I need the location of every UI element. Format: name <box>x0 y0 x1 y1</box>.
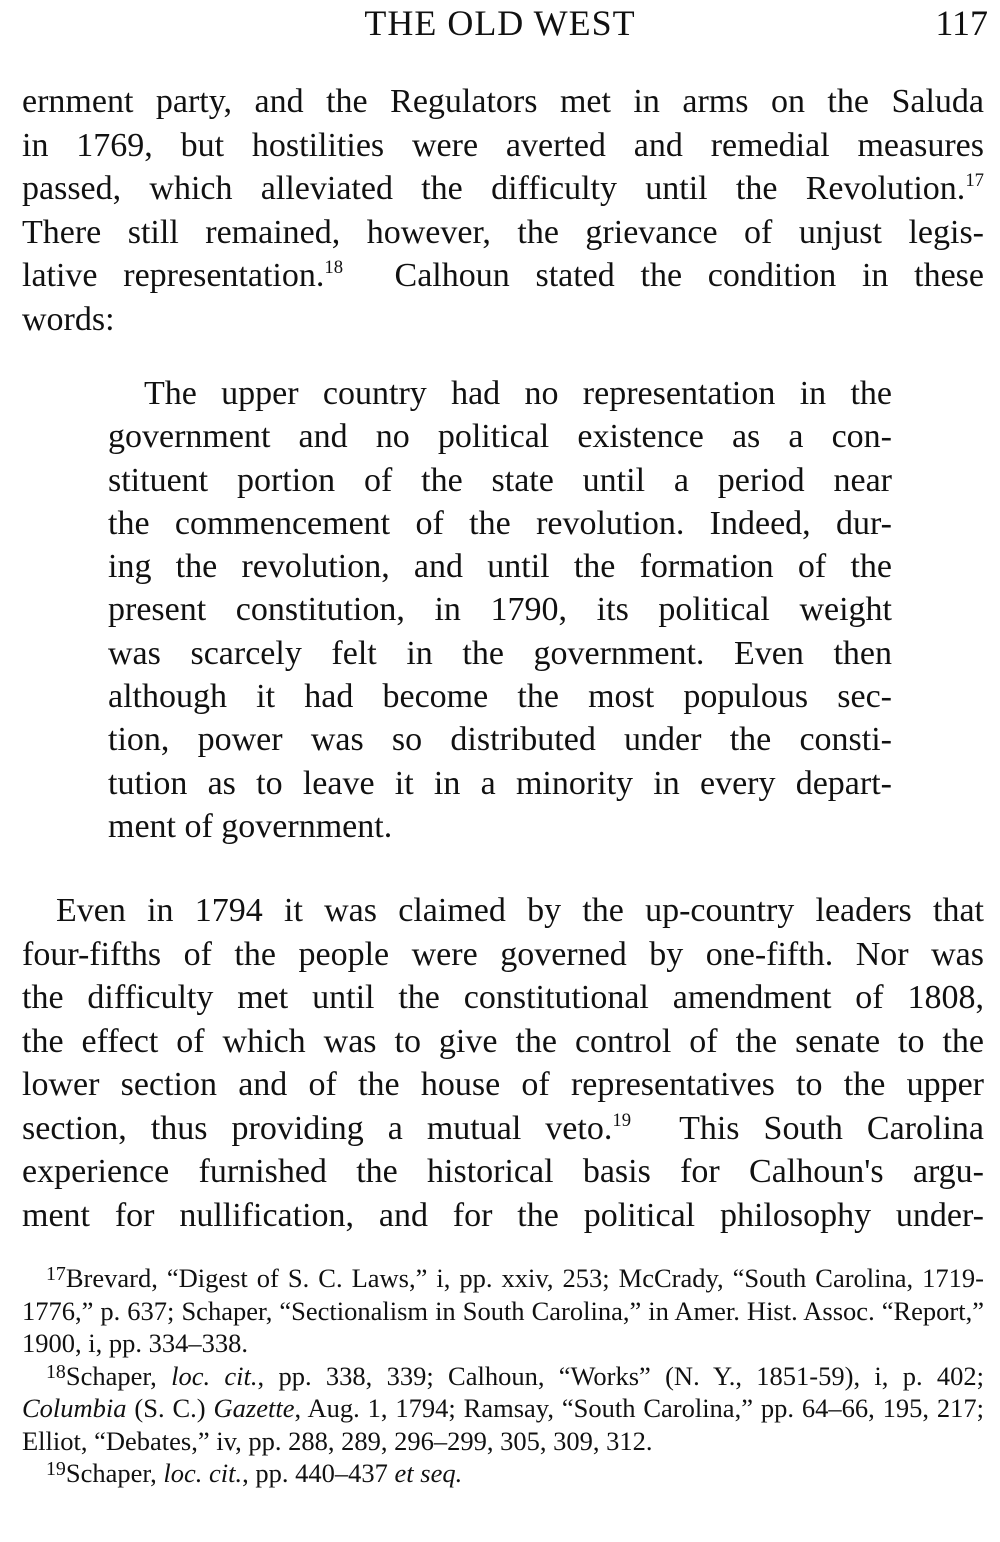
footnote-text: Schaper, <box>65 1458 164 1488</box>
paragraph-continuation <box>22 80 984 341</box>
text-line: There still remained, however, the grievance of unjust legis- <box>22 213 984 251</box>
footnote-text: Schaper, <box>65 1360 172 1391</box>
footnote-marker: 18 <box>46 1360 66 1383</box>
footnote-text: (S. C.) <box>126 1393 214 1423</box>
footnote-italic: Gazette <box>213 1393 295 1423</box>
quote-line: tion, power was so distributed under the consti- <box>108 721 892 759</box>
quote-line: the commencement of the revolution. Indeed, dur- <box>108 504 892 542</box>
footnote-text: Brevard, “Digest of S. C. Laws,” i, pp. xxiv, 253; McCrady, “South Carolina, 1719-1776,” p. 637; Schaper, “Sectionalism in South Carolina,” in Amer. Hist. Assoc. “Report,” 1900, i, pp. 334–338. <box>22 1263 984 1358</box>
quote-line: was scarcely felt in the government. Even then <box>108 634 892 672</box>
footnote-ref-17: 17 <box>965 169 984 191</box>
footnote-text: , pp. 440–437 <box>242 1458 395 1488</box>
text-line-body: passed, which alleviated the difficulty until the Revolution. <box>22 170 966 207</box>
footnote-17 <box>22 1262 984 1360</box>
text-line-body: section, thus providing a mutual veto. <box>22 1109 613 1147</box>
text-line-tail: Calhoun stated the condition in these <box>394 257 984 294</box>
footnote-18 <box>22 1360 984 1458</box>
text-line: the difficulty met until the constitutional amendment of 1808, <box>22 979 984 1016</box>
text-line: in 1769, but hostilities were averted and remedial measures <box>22 126 984 164</box>
footnote-ref-19: 19 <box>612 1109 632 1131</box>
footnote-italic: et seq. <box>394 1458 463 1488</box>
footnote-italic: Columbia <box>22 1393 127 1423</box>
footnote-italic: loc. cit. <box>171 1360 258 1391</box>
quote-line: present constitution, in 1790, its political weight <box>108 591 892 629</box>
text-line: lower section and of the house of representatives to the upper <box>22 1066 984 1103</box>
quote-line: The upper country had no representation in the <box>144 375 892 412</box>
footnotes <box>22 1262 984 1490</box>
block-quotation <box>108 372 892 848</box>
quote-line: ment of government. <box>108 807 393 845</box>
footnote-text: , Aug. 1, 1794; Ramsay, “South Carolina,” pp. 64–66, 195, 217; Elliot, “Debates,” iv, pp. 288, 289, 296–299, 305, 309, 312. <box>22 1393 984 1456</box>
footnote-marker: 17 <box>46 1263 66 1286</box>
quote-line: government and no political existence as a con- <box>108 418 892 456</box>
page-number: 117 <box>935 3 988 43</box>
running-head <box>0 0 1000 50</box>
footnote-ref-18: 18 <box>324 256 344 278</box>
footnote-19 <box>22 1457 984 1490</box>
text-line: words: <box>22 300 115 338</box>
text-line: Even in 1794 it was claimed by the up-country leaders that <box>56 892 984 929</box>
paragraph-body <box>22 889 984 1237</box>
text-line: four-fifths of the people were governed by one-fifth. Nor was <box>22 935 984 973</box>
text-line: the effect of which was to give the control of the senate to the <box>22 1022 984 1060</box>
text-line-tail: This South Carolina <box>679 1109 984 1147</box>
text-line <box>22 167 984 211</box>
quote-line: tution as to leave it in a minority in every depart- <box>108 764 892 802</box>
text-line-body: lative representation. <box>22 257 325 294</box>
text-line: ment for nullification, and for the political philosophy under- <box>22 1196 984 1234</box>
running-title: THE OLD WEST <box>364 3 636 43</box>
text-line: experience furnished the historical basis for Calhoun's argu- <box>22 1153 984 1190</box>
quote-line: ing the revolution, and until the formation of the <box>108 548 892 586</box>
text-line <box>22 1107 984 1151</box>
quote-line: although it had become the most populous sec- <box>108 678 892 716</box>
quote-line: stituent portion of the state until a period near <box>108 461 892 499</box>
footnote-marker: 19 <box>46 1458 66 1481</box>
footnote-text: , pp. 338, 339; Calhoun, “Works” (N. Y., 1851-59), i, p. 402; <box>257 1360 984 1391</box>
text-line: ernment party, and the Regulators met in arms on the Saluda <box>22 83 984 120</box>
text-line <box>22 254 984 298</box>
footnote-italic: loc. cit. <box>163 1458 243 1488</box>
